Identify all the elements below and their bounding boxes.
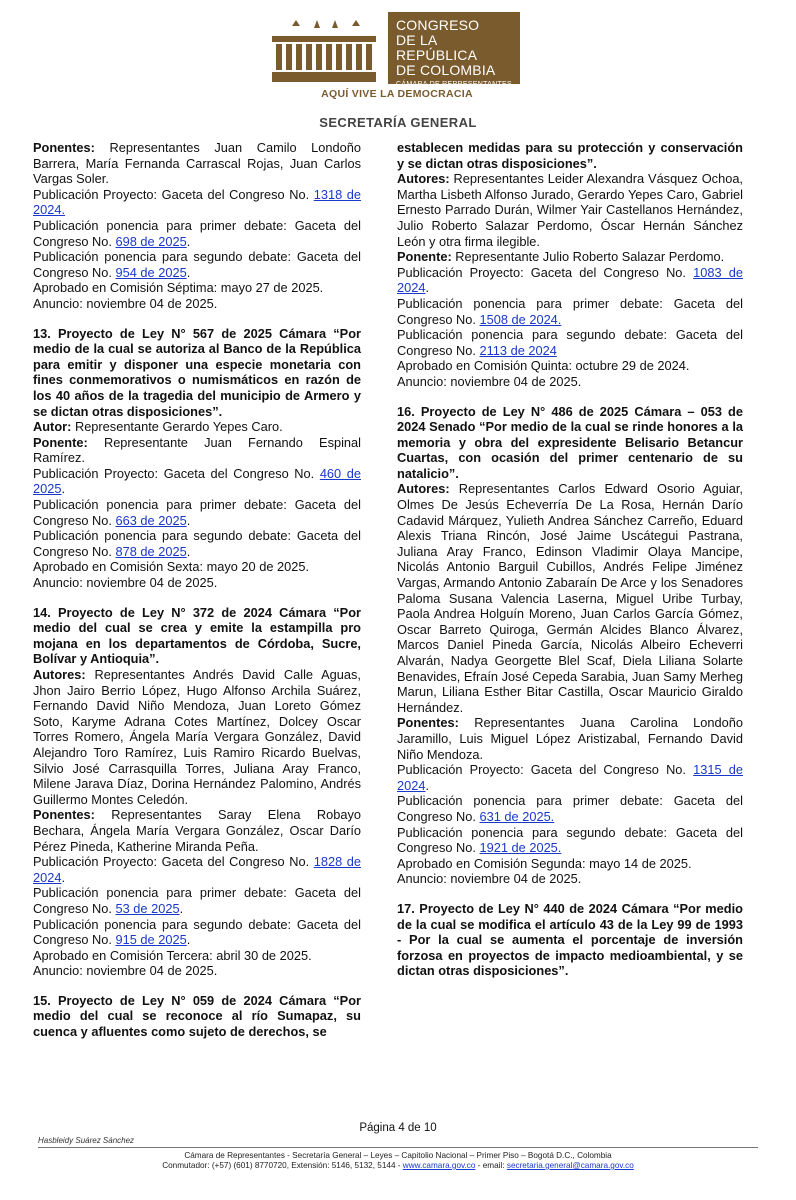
email-label: - email: — [475, 1161, 507, 1170]
contact-text: Conmutador: (+57) (601) 8770720, Extensión: 5146, 5132, 5144 - — [162, 1161, 403, 1170]
gazette-link[interactable]: 53 de 2025 — [115, 900, 180, 916]
item-15-start — [33, 993, 361, 1040]
bill-title: 13. Proyecto de Ley N° 567 de 2025 Cámara “Por medio de la cual se autoriza al Banco de la República para emitir y disponer una especie monetaria con fines conmemorativos o numismáticos en razón de los 40 años de la tragedia del municipio de Armero y se dictan otras disposiciones”. — [33, 325, 361, 419]
punct: . — [425, 280, 430, 296]
footer-contact — [0, 1161, 796, 1171]
gazette-link[interactable]: 631 de 2025. — [479, 808, 555, 824]
footer-divider — [38, 1147, 758, 1148]
second-debate-line — [397, 825, 743, 856]
gazette-link[interactable]: 460 de 2025 — [33, 465, 361, 497]
gazette-link[interactable]: 698 de 2025 — [115, 233, 187, 249]
speaker-label: Ponente: — [33, 434, 88, 450]
item-13 — [33, 326, 361, 591]
gazette-link[interactable]: 1828 de 2024 — [33, 854, 361, 885]
item-15-continued — [397, 140, 743, 390]
second-debate-text: Publicación ponencia para segundo debate: Gaceta del Congreso No. — [33, 249, 361, 280]
publication-text: Publicación Proyecto: Gaceta del Congreso No. — [33, 465, 320, 481]
bill-title: 17. Proyecto de Ley N° 440 de 2024 Cámara “Por medio de la cual se modifica el artículo 43 de la Ley 99 de 1993 - Por la cual se aumenta el porcentaje de inversión forzosa en proyectos de impacto medioambiental, y se dictan otras disposiciones”. — [397, 900, 743, 979]
motto: AQUÍ VIVE LA DEMOCRACIA — [321, 88, 473, 100]
first-debate-line — [33, 497, 361, 528]
speakers-label: Ponentes: — [33, 807, 95, 823]
author-label: Autor: — [33, 419, 72, 435]
bill-title: 15. Proyecto de Ley N° 059 de 2024 Cámara “Por medio del cual se reconoce al río Sumapaz, su cuenca y afluentes como sujeto de derechos, se — [33, 992, 361, 1040]
congress-brand-box — [388, 12, 520, 88]
approved-line: Aprobado en Comisión Quinta: octubre 29 de 2024. — [397, 358, 690, 374]
authors-line — [33, 667, 361, 807]
gazette-link[interactable]: 1318 de 2024. — [33, 186, 361, 218]
gazette-link[interactable]: 1921 de 2025. — [479, 840, 562, 856]
authors-label: Autores: — [33, 667, 86, 682]
congress-logo — [270, 12, 520, 88]
speakers-text: Representantes Juan Camilo Londoño Barrera, María Fernanda Carrascal Rojas, Juan Carlos Vargas Soler. — [33, 140, 361, 187]
punct: . — [61, 869, 66, 885]
speaker-line — [397, 249, 743, 265]
item-16 — [397, 404, 743, 887]
punct: . — [61, 481, 66, 497]
second-debate-line — [33, 917, 361, 948]
publication-line — [33, 854, 361, 885]
speaker-text: Representante Julio Roberto Salazar Perdomo. — [451, 249, 725, 265]
second-debate-text: Publicación ponencia para segundo debate: Gaceta del Congreso No. — [397, 327, 743, 358]
bill-title: 16. Proyecto de Ley N° 486 de 2025 Cámara – 053 de 2024 Senado “Por medio de la cual se rinde honores a la memoria y obra del expresidente Belisario Betancur Cuartas, con ocasión del primer centenario de su natalicio”. — [397, 403, 743, 481]
punct: . — [186, 264, 191, 280]
gazette-link[interactable]: 915 de 2025 — [115, 932, 187, 948]
item-14 — [33, 605, 361, 979]
author-text: Representante Gerardo Yepes Caro. — [71, 419, 283, 435]
page-number: Página 4 de 10 — [359, 1122, 437, 1134]
speaker-line — [33, 435, 361, 466]
publication-line — [33, 466, 361, 497]
speakers-label: Ponentes: — [33, 140, 95, 155]
authors-label: Autores: — [397, 481, 450, 497]
first-debate-line — [397, 296, 743, 327]
signature-name: Hasbleidy Suárez Sánchez — [38, 1136, 135, 1145]
brand-line-2: DE LA REPÚBLICA — [396, 32, 478, 63]
publication-line — [397, 265, 743, 296]
publication-line — [33, 187, 361, 218]
speakers-label: Ponentes: — [397, 715, 459, 731]
item-17 — [397, 901, 743, 979]
speakers-line — [33, 807, 361, 854]
punct: . — [186, 543, 191, 559]
announcement-line: Anuncio: noviembre 04 de 2025. — [397, 871, 582, 887]
left-column — [33, 140, 361, 1040]
email-link[interactable]: secretaria.general@camara.gov.co — [506, 1161, 634, 1170]
punct: . — [425, 777, 430, 793]
authors-label: Autores: — [397, 171, 450, 187]
capitol-building-icon — [270, 12, 380, 84]
gazette-link[interactable]: 663 de 2025 — [115, 512, 187, 528]
authors-text: Representantes Andrés David Calle Aguas, Jhon Jairo Berrio López, Hugo Alfonso Archila Suárez, Fernando David Niño Mendoza, Juan Loreto Gómez Soto, Karyme Adrana Cotes Martínez, Dolcey Oscar Torres Romero, Ángela María Vergara González, David Alejandro Toro Ramírez, Luis Ramiro Ricardo Buelvas, Silvio José Carrasquilla Torres, Juliana Aray Franco, Milene Jarava Díaz, Dorina Hernández Palomino, Andrés Guillermo Montes Celedón. — [33, 667, 361, 807]
second-debate-line — [397, 327, 743, 358]
speakers-line — [33, 140, 361, 187]
first-debate-text: Publicación ponencia para primer debate: Gaceta del Congreso No. — [397, 793, 743, 824]
announcement-line: Anuncio: noviembre 04 de 2025. — [33, 295, 218, 311]
second-debate-text: Publicación ponencia para segundo debate: Gaceta del Congreso No. — [33, 916, 361, 948]
publication-text: Publicación Proyecto: Gaceta del Congreso No. — [33, 854, 314, 870]
approved-line: Aprobado en Comisión Segunda: mayo 14 de 2025. — [397, 855, 692, 871]
website-link[interactable]: www.camara.gov.co — [402, 1161, 476, 1170]
first-debate-line — [33, 885, 361, 916]
gazette-link[interactable]: 954 de 2025 — [115, 264, 187, 280]
gazette-link[interactable]: 1508 de 2024. — [479, 311, 562, 327]
first-debate-text: Publicación ponencia para primer debate: Gaceta del Congreso No. — [397, 295, 743, 327]
second-debate-text: Publicación ponencia para segundo debate: Gaceta del Congreso No. — [397, 824, 743, 856]
authors-line — [397, 171, 743, 249]
second-debate-line — [33, 528, 361, 559]
announcement-line: Anuncio: noviembre 04 de 2025. — [397, 373, 582, 389]
speakers-text: Representantes Saray Elena Robayo Bechara, Ángela María Vergara González, Oscar Darío Pérez Pineda, Katherine Miranda Peña. — [33, 807, 361, 854]
announcement-line: Anuncio: noviembre 04 de 2025. — [33, 963, 218, 979]
item-12-details — [33, 140, 361, 312]
author-line — [33, 419, 361, 435]
speaker-label: Ponente: — [397, 249, 452, 265]
second-debate-text: Publicación ponencia para segundo debate: Gaceta del Congreso No. — [33, 528, 361, 559]
section-title: SECRETARÍA GENERAL — [319, 115, 477, 130]
approved-line: Aprobado en Comisión Sexta: mayo 20 de 2025. — [33, 559, 310, 575]
first-debate-line — [397, 793, 743, 824]
speakers-line — [397, 715, 743, 762]
right-column — [397, 140, 743, 979]
authors-line — [397, 481, 743, 715]
publication-text: Publicación Proyecto: Gaceta del Congreso No. — [397, 762, 694, 778]
approved-line: Aprobado en Comisión Tercera: abril 30 de 2025. — [33, 947, 312, 963]
punct: . — [186, 512, 191, 528]
speaker-text: Representante Juan Fernando Espinal Ramírez. — [33, 434, 361, 466]
gazette-link[interactable]: 2113 de 2024 — [479, 342, 557, 358]
brand-subtitle: CÁMARA DE REPRESENTANTES — [396, 81, 512, 88]
bill-title: 14. Proyecto de Ley N° 372 de 2024 Cámara “Por medio del cual se crea y emite la estampilla pro mojana en los departamentos de Córdoba, Sucre, Bolívar y Antioquia”. — [33, 604, 361, 667]
first-debate-text: Publicación ponencia para primer debate: Gaceta del Congreso No. — [33, 497, 361, 528]
announcement-line: Anuncio: noviembre 04 de 2025. — [33, 575, 218, 591]
bill-title-continued: establecen medidas para su protección y conservación y se dictan otras disposiciones”. — [397, 140, 743, 171]
gazette-link[interactable]: 878 de 2025 — [115, 543, 187, 559]
gazette-link[interactable]: 1315 de 2024 — [397, 762, 743, 793]
publication-line — [397, 762, 743, 793]
punct: . — [186, 233, 191, 249]
speakers-text: Representantes Juana Carolina Londoño Jaramillo, Luis Miguel López Aristizabal, Fernando David Niño Mendoza. — [397, 715, 743, 762]
gazette-link[interactable]: 1083 de 2024 — [397, 264, 743, 296]
second-debate-line — [33, 249, 361, 280]
first-debate-text: Publicación ponencia para primer debate: Gaceta del Congreso No. — [33, 217, 361, 249]
publication-text: Publicación Proyecto: Gaceta del Congreso No. — [33, 186, 314, 202]
brand-line-1: CONGRESO — [396, 17, 480, 33]
brand-line-3: DE COLOMBIA — [396, 62, 496, 78]
first-debate-text: Publicación ponencia para primer debate: Gaceta del Congreso No. — [33, 885, 361, 916]
punct: . — [179, 900, 184, 916]
page-header — [0, 0, 796, 132]
first-debate-line — [33, 218, 361, 249]
approved-line: Aprobado en Comisión Séptima: mayo 27 de 2025. — [33, 280, 324, 296]
authors-text: Representantes Leider Alexandra Vásquez Ochoa, Martha Lisbeth Alfonso Jurado, Gerardo Yepes Caro, Gabriel Ernesto Parrado Durán, Wilmer Yair Castellanos Hernández, Julio Roberto Salazar Perdomo, Óscar Hernán Sánchez León y otra firma ilegible. — [397, 171, 743, 249]
authors-text: Representantes Carlos Edward Osorio Aguiar, Olmes De Jesús Echeverría De La Rosa, Hernán Darío Cadavid Márquez, Yulieth Andrea Sánchez Carreño, Eduard Alexis Triana Rincón, José Jaime Uscátegui Pastrana, Juliana Aray Franco, Edinson Vladimir Olaya Mancipe, Nicolás Antonio Barguil Cubillos, Andrés Felipe Jiménez Vargas, Armando Antonio Zabaraín De Arce y los Senadores Paloma Susana Valencia Laserna, Miguel Uribe Turbay, Paola Andrea Holguín Moreno, Juan Carlos García Gómez, Oscar Barreto Quiroga, Germán Alcides Blanco Álvarez, Marcos Daniel Pineda García, Nicolás Albeiro Echeverri Alvarán, Nadya Georgette Blel Scaf, Diela Liliana Solarte Benavides, Efraín José Cepeda Sarabia, Juan Samy Merheg Marun, Liliana Esther Bitar Castilla, Oscar Mauricio Giraldo Hernández. — [397, 481, 743, 715]
publication-text: Publicación Proyecto: Gaceta del Congreso No. — [397, 264, 694, 280]
footer-address-block — [0, 1151, 796, 1171]
punct: . — [186, 932, 191, 948]
footer-address: Cámara de Representantes - Secretaría General – Leyes – Capitolio Nacional – Primer Piso – Bogotá D.C., Colombia — [184, 1151, 612, 1160]
